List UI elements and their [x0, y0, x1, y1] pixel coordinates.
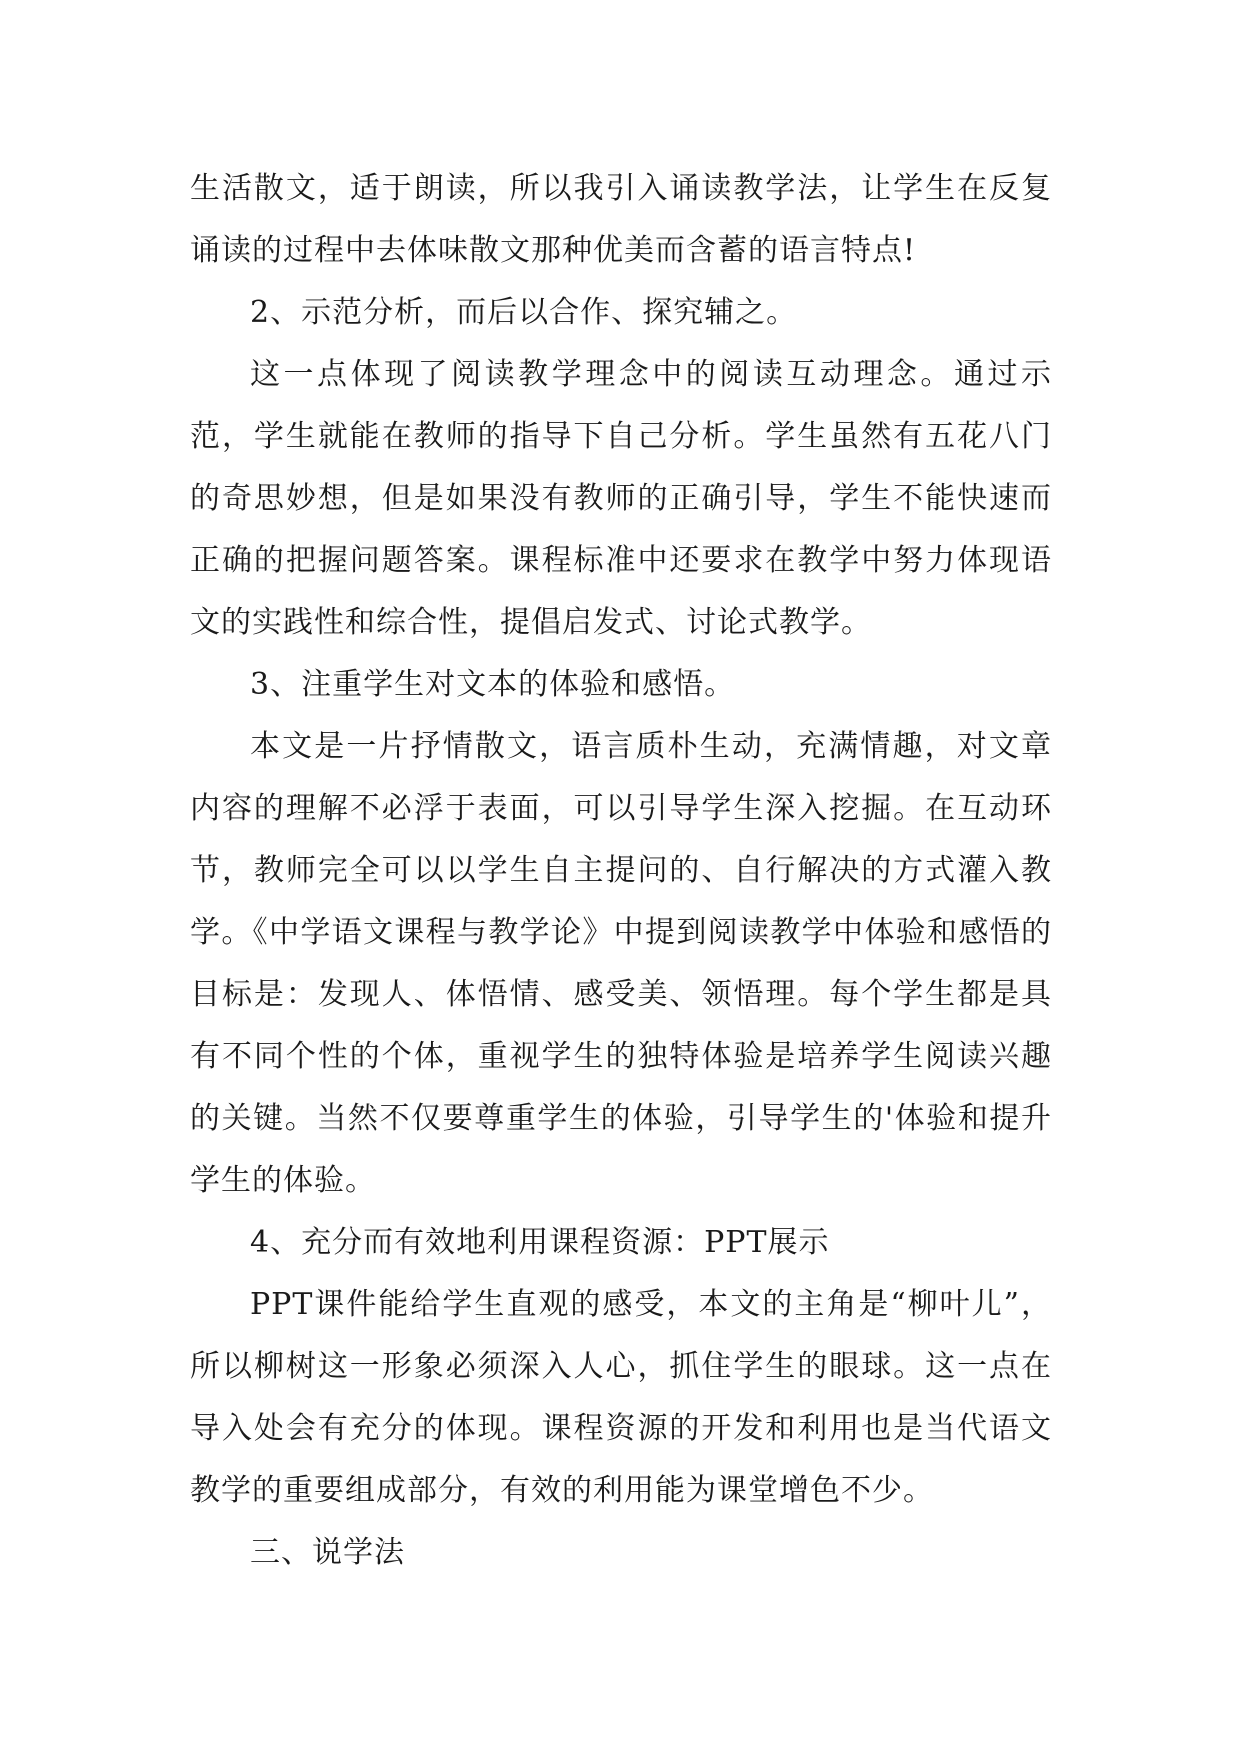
- section-heading-4: 4、充分而有效地利用课程资源：PPT展示: [250, 1225, 830, 1260]
- paragraph-ppt: PPT课件能给学生直观的感受，本文的主角是“柳叶儿”，所以柳树这一形象必须深入人心，抓住学生的眼球。这一点在导入处会有充分的体现。课程资源的开发和利用也是当代语文教学的重要组成部分，有效的利用能为课堂增色不少。: [190, 1287, 1052, 1508]
- document-body: [190, 158, 1052, 1584]
- section-heading-study-method: 三、说学法: [250, 1535, 405, 1570]
- paragraph-continuation: 生活散文，适于朗读，所以我引入诵读教学法，让学生在反复诵读的过程中去体味散文那种优美而含蓄的语言特点!: [190, 171, 1052, 268]
- section-heading-2: 2、示范分析，而后以合作、探究辅之。: [250, 295, 798, 330]
- section-heading-3: 3、注重学生对文本的体验和感悟。: [250, 667, 736, 702]
- paragraph-experience: 本文是一片抒情散文，语言质朴生动，充满情趣，对文章内容的理解不必浮于表面，可以引导学生深入挖掘。在互动环节，教师完全可以以学生自主提问的、自行解决的方式灌入教学。《中学语文课程与教学论》中提到阅读教学中体验和感悟的目标是：发现人、体悟情、感受美、领悟理。每个学生都是具有不同个性的个体，重视学生的独特体验是培养学生阅读兴趣的关键。当然不仅要尊重学生的体验，引导学生的'体验和提升学生的体验。: [190, 729, 1052, 1198]
- paragraph-reading-interaction: 这一点体现了阅读教学理念中的阅读互动理念。通过示范，学生就能在教师的指导下自己分析。学生虽然有五花八门的奇思妙想，但是如果没有教师的正确引导，学生不能快速而正确的把握问题答案。课程标准中还要求在教学中努力体现语文的实践性和综合性，提倡启发式、讨论式教学。: [190, 357, 1052, 640]
